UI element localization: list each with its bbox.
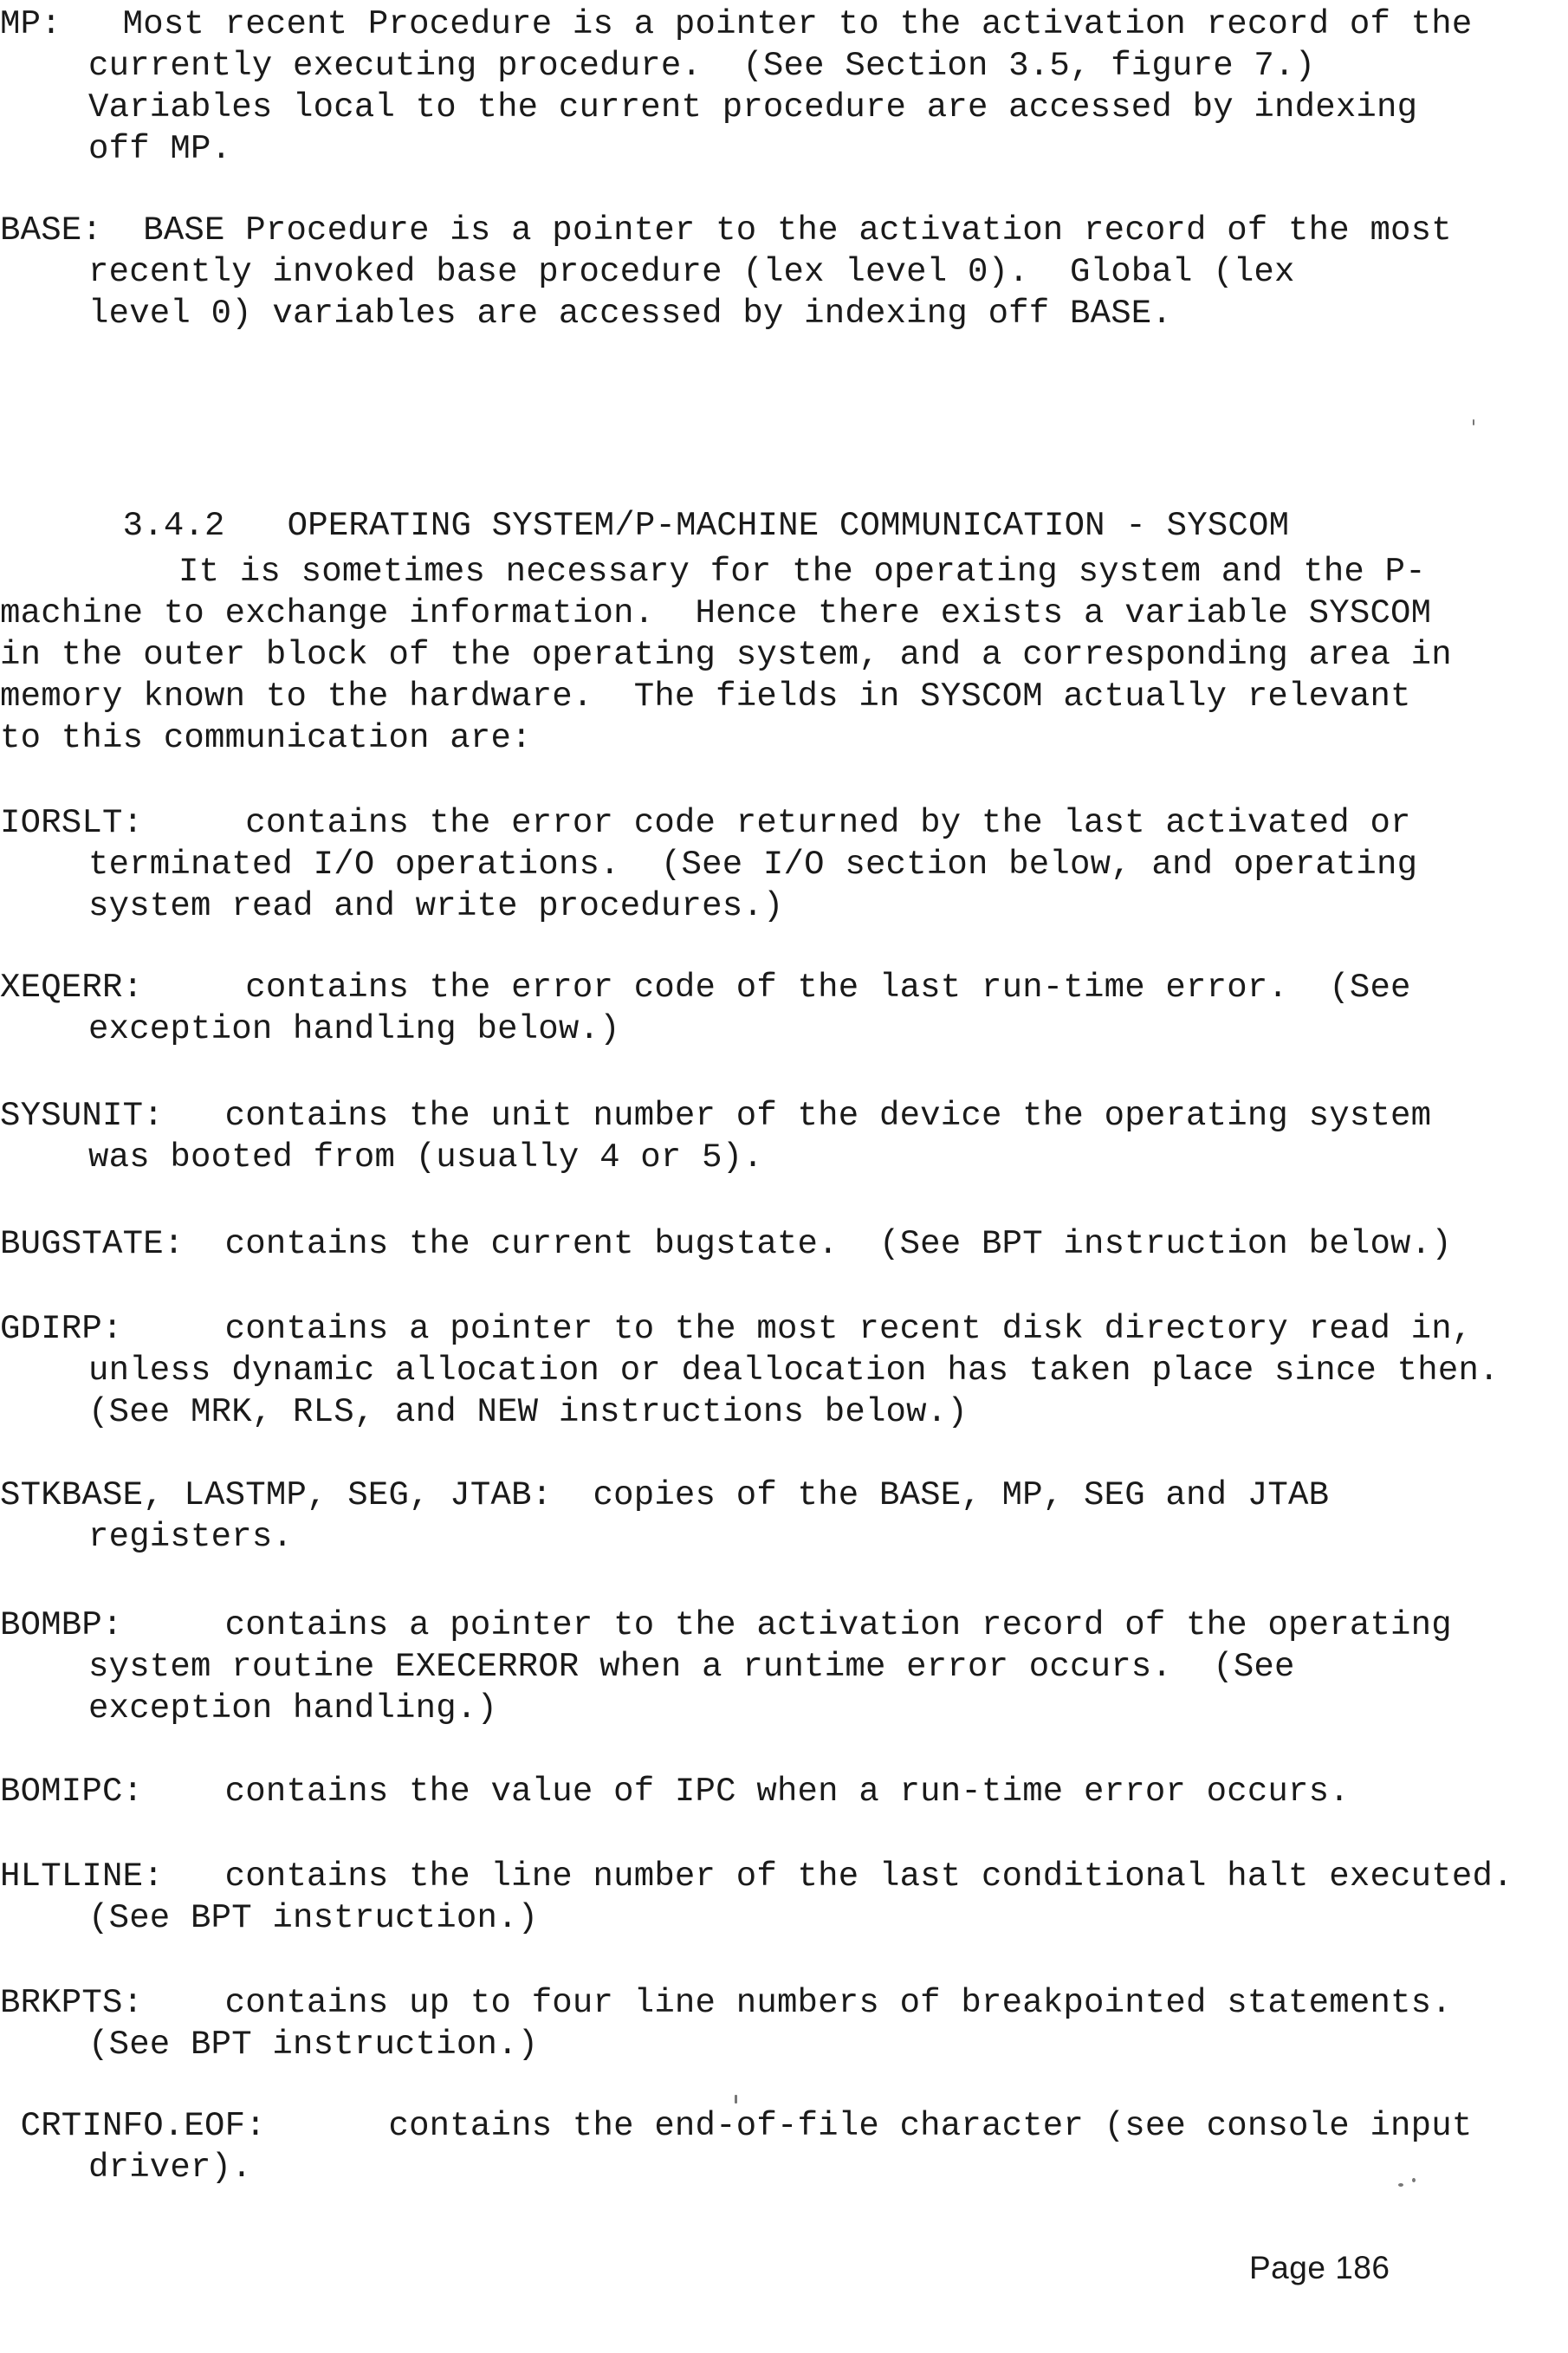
intro-line: machine to exchange information. Hence there exists a variable SYSCOM	[0, 594, 1432, 632]
field-line: terminated I/O operations. (See I/O section below, and operating	[88, 846, 1418, 884]
intro-line: in the outer block of the operating system, and a corresponding area in	[0, 636, 1452, 674]
field-line: GDIRP: contains a pointer to the most recent disk directory read in,	[0, 1310, 1473, 1348]
field-line: BRKPTS: contains up to four line numbers of breakpointed statements.	[0, 1984, 1452, 2022]
section-title: OPERATING SYSTEM/P-MACHINE COMMUNICATION - SYSCOM	[287, 507, 1290, 545]
field-line: IORSLT: contains the error code returned by the last activated or	[0, 804, 1411, 842]
section-number: 3.4.2	[122, 507, 225, 545]
field-line: was booted from (usually 4 or 5).	[88, 1138, 763, 1176]
field-line: exception handling below.)	[88, 1010, 620, 1048]
intro-line: memory known to the hardware. The fields in SYSCOM actually relevant	[0, 677, 1411, 716]
field-line: HLTLINE: contains the line number of the last conditional halt executed.	[0, 1857, 1513, 1896]
field-iorslt	[0, 802, 1542, 927]
field-line: unless dynamic allocation or deallocation has taken place since then.	[88, 1352, 1500, 1390]
field-gdirp	[0, 1308, 1542, 1433]
register-mp-line: off MP.	[88, 130, 232, 168]
intro-paragraph	[0, 551, 1542, 759]
field-line: system routine EXECERROR when a runtime error occurs. (See	[88, 1648, 1295, 1686]
field-line: STKBASE, LASTMP, SEG, JTAB: copies of the BASE, MP, SEG and JTAB	[0, 1476, 1330, 1514]
register-base	[0, 210, 1542, 334]
section-heading	[0, 463, 1542, 545]
field-line: XEQERR: contains the error code of the last run-time error. (See	[0, 969, 1411, 1007]
page-number: Page 186	[1249, 2250, 1390, 2285]
scan-speck	[735, 2095, 737, 2103]
field-hltline	[0, 1856, 1542, 1939]
intro-line: It is sometimes necessary for the operating system and the P-	[178, 553, 1426, 591]
register-mp-line: Variables local to the current procedure are accessed by indexing	[88, 88, 1418, 126]
field-line: system read and write procedures.)	[88, 887, 784, 925]
field-line: (See MRK, RLS, and NEW instructions below.)	[88, 1393, 968, 1431]
intro-line: to this communication are:	[0, 719, 532, 757]
field-line: (See BPT instruction.)	[88, 1899, 539, 1937]
field-line: exception handling.)	[88, 1689, 498, 1727]
field-bugstate	[0, 1223, 1542, 1265]
field-bombp	[0, 1604, 1542, 1729]
field-line: BOMIPC: contains the value of IPC when a run-time error occurs.	[0, 1773, 1350, 1811]
register-mp-line: MP: Most recent Procedure is a pointer to the activation record of the	[0, 5, 1473, 43]
field-crtinfo-eof	[0, 2105, 1542, 2188]
field-bomipc	[0, 1771, 1542, 1812]
field-line: BOMBP: contains a pointer to the activation record of the operating	[0, 1606, 1452, 1644]
register-base-line: BASE: BASE Procedure is a pointer to the activation record of the most	[0, 211, 1452, 250]
register-mp-line: currently executing procedure. (See Section 3.5, figure 7.)	[88, 47, 1316, 85]
register-base-line: recently invoked base procedure (lex level 0). Global (lex	[88, 253, 1295, 291]
field-xeqerr	[0, 967, 1542, 1050]
field-line: CRTINFO.EOF: contains the end-of-file character (see console input	[0, 2107, 1473, 2145]
field-line: (See BPT instruction.)	[88, 2026, 539, 2064]
field-line: BUGSTATE: contains the current bugstate. (See BPT instruction below.)	[0, 1225, 1452, 1263]
field-line: registers.	[88, 1518, 294, 1556]
register-mp	[0, 3, 1542, 170]
field-stkbase	[0, 1475, 1542, 1558]
field-sysunit	[0, 1095, 1542, 1178]
field-line: driver).	[88, 2149, 252, 2187]
field-line: SYSUNIT: contains the unit number of the device the operating system	[0, 1097, 1432, 1135]
scan-speck	[1473, 419, 1474, 425]
scan-speck	[1412, 2178, 1416, 2182]
register-base-line: level 0) variables are accessed by indexing off BASE.	[88, 295, 1173, 333]
scan-speck	[1398, 2183, 1403, 2187]
field-brkpts	[0, 1982, 1542, 2065]
